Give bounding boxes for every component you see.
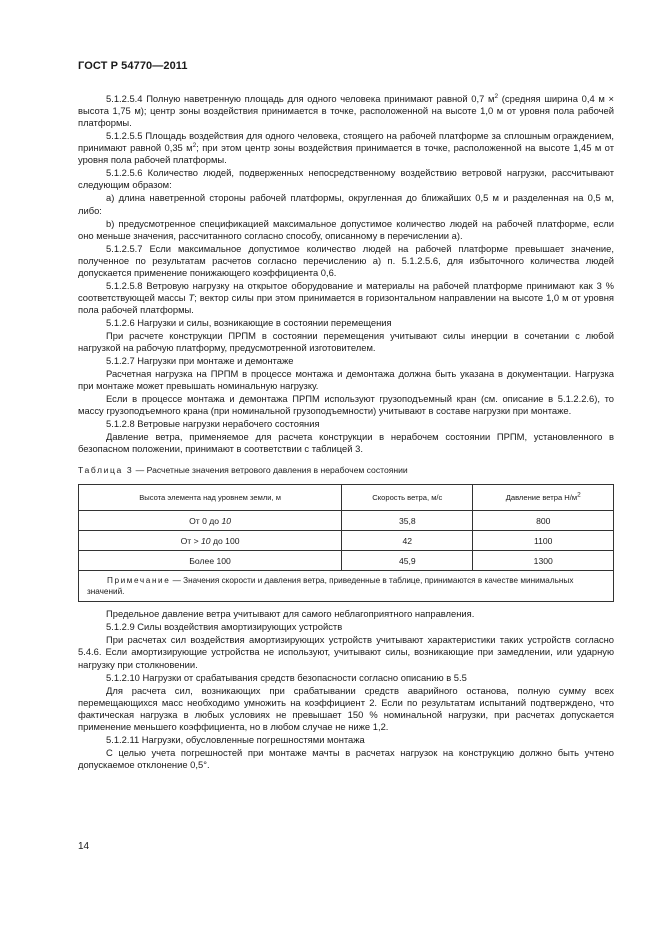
table-header-cell-2: Скорость ветра, м/с [342, 485, 473, 511]
paragraph-q2: 5.1.2.9 Силы воздействия амортизирующих устройств [106, 621, 343, 633]
paragraph-p6: 5.1.2.5.7 Если максимальное допустимое количество людей на рабочей платформе превышает значение, полученное по результатам расчетов согласно перечислению а) п. 5.1.2.5.6, для избыточного количества людей допускается применение понижающего коэффициента 0,6. [78, 242, 614, 278]
table-row [79, 551, 614, 571]
paragraph-p9: При расчете конструкции ПРПМ в состоянии перемещения учитывают силы инерции в сочетании с любой нагрузкой на рабочую платформу, предусмотренной изготовителем. [78, 329, 614, 353]
paragraph-p1: 5.1.2.5.4 Полную наветренную площадь для одного человека принимают равной 0,7 $м^2$ (средняя ширина 0,4 м × высота 1,75 м); центр зоны воздействия принимается в точке, расположенной на высоте 1,0 м от уровня пола рабочей платформы. [78, 92, 614, 129]
table-note-label: Примечание [107, 576, 171, 586]
page-number: 14 [78, 841, 90, 852]
wind-pressure-table [78, 484, 614, 602]
paragraph-p4: а) длина наветренной стороны рабочей платформы, округленная до ближайших 0,5 м и разделенная на 0,5 м, либо: [78, 192, 614, 216]
paragraph-p11: Расчетная нагрузка на ПРПМ в процессе монтажа и демонтажа должна быть указана в документации. Нагрузка при монтаже может превышать номинальную нагрузку. [78, 367, 614, 392]
table-caption [78, 464, 614, 476]
table-row [79, 531, 614, 551]
table-cell-1-1: От 0 до 10 [79, 511, 342, 531]
table-cell-2-2: 42 [342, 531, 473, 551]
table-cell-3-2: 45,9 [342, 551, 473, 571]
paragraphs-bottom [78, 608, 614, 771]
document-body [78, 93, 614, 772]
table-header-cell-3: Давление ветра $Н/м^2$ [473, 485, 614, 511]
paragraph-p7: 5.1.2.5.8 Ветровую нагрузку на открытое оборудование и материалы на рабочей платформе принимают как 3 % соответствующей массы T; вектор силы при этом принимается в горизонтальном направлении на высоте 1,0 м от уровня пола рабочей платформы. [78, 279, 614, 315]
table-cell-1-3: 800 [473, 511, 614, 531]
paragraph-q5: Для расчета сил, возникающих при срабатывании средств аварийного останова, полную сумму всех перемещающихся масс необходимо умножить на коэффициент 2. Если по результатам испытаний подтверждено, что фактическая нагрузка в любых условиях не превышает 150 % номинальной нагрузки, при расчетах допускается применение меньшего коэффициента, но в любом случае не ниже 1,2. [78, 684, 614, 732]
table-body [79, 511, 614, 571]
paragraph-p5: b) предусмотренное спецификацией максимальное допустимое количество людей на рабочей платформе, если оно меньше значения, рассчитанного согласно способу, описанному в перечислении а). [78, 217, 614, 241]
paragraph-p3: 5.1.2.5.6 Количество людей, подверженных непосредственному воздействию ветровой нагрузки, рассчитывают следующим образом: [78, 167, 614, 191]
paragraph-q1: Предельное давление ветра учитывают для самого неблагоприятного направления. [106, 608, 475, 620]
paragraph-p13: 5.1.2.8 Ветровые нагрузки нерабочего состояния [106, 418, 320, 430]
paragraphs-top [78, 93, 614, 455]
table-header-cell-1: Высота элемента над уровнем земли, м [79, 485, 342, 511]
document-header: ГОСТ Р 54770—2011 [78, 60, 188, 72]
table-caption-label: Таблица 3 [78, 465, 134, 476]
table-cell-2-1: От > 10 до 100 [79, 531, 342, 551]
paragraph-q7: С целью учета погрешностей при монтаже мачты в расчетах нагрузок на конструкцию должно быть учтено допускаемое отклонение 0,5°. [78, 746, 614, 770]
table-row [79, 511, 614, 531]
paragraph-p12: Если в процессе монтажа и демонтажа ПРПМ используют грузоподъемный кран (см. описание в 5.1.2.2.6), то массу грузоподъемного крана (при номинальной грузоподъемности) учитывают в составе нагрузки при монтаже. [78, 393, 614, 417]
paragraph-p2: 5.1.2.5.5 Площадь воздействия для одного человека, стоящего на рабочей платформе за сплошным ограждением, принимают равной 0,35 $м^2$; при этом центр зоны воздействия принимается в точке, расположенной на высоте 1,45 м от уровня пола рабочей платформы. [78, 130, 614, 166]
table-note-row [79, 571, 614, 602]
table-cell-1-2: 35,8 [342, 511, 473, 531]
table-cell-3-1: Более 100 [79, 551, 342, 571]
paragraph-p8: 5.1.2.6 Нагрузки и силы, возникающие в состоянии перемещения [106, 316, 392, 328]
table-cell-2-3: 1100 [473, 531, 614, 551]
table-caption-text: — Расчетные значения ветрового давления в нерабочем состоянии [133, 465, 408, 476]
paragraph-p10: 5.1.2.7 Нагрузки при монтаже и демонтаже [106, 354, 294, 366]
paragraph-p14: Давление ветра, применяемое для расчета конструкции в нерабочем состоянии ПРПМ, установленного в безопасном положении, принимают в соответствии с таблицей 3. [78, 431, 614, 455]
table-note-text: — Значения скорости и давления ветра, приведенные в таблице, принимаются в качестве минимальных значений. [87, 576, 574, 597]
table-note [79, 571, 614, 602]
table-cell-3-3: 1300 [473, 551, 614, 571]
paragraph-q3: При расчетах сил воздействия амортизирующих устройств учитывают характеристики таких устройств согласно 5.4.6. Если амортизирующие устройства не используют, учитывают силы, возникающие при замедлении, или ударную нагрузку при столкновении. [78, 634, 614, 670]
table-header-row [79, 485, 614, 511]
paragraph-q6: 5.1.2.11 Нагрузки, обусловленные погрешностями монтажа [106, 733, 365, 745]
paragraph-q4: 5.1.2.10 Нагрузки от срабатывания средств безопасности согласно описанию в 5.5 [106, 671, 467, 683]
